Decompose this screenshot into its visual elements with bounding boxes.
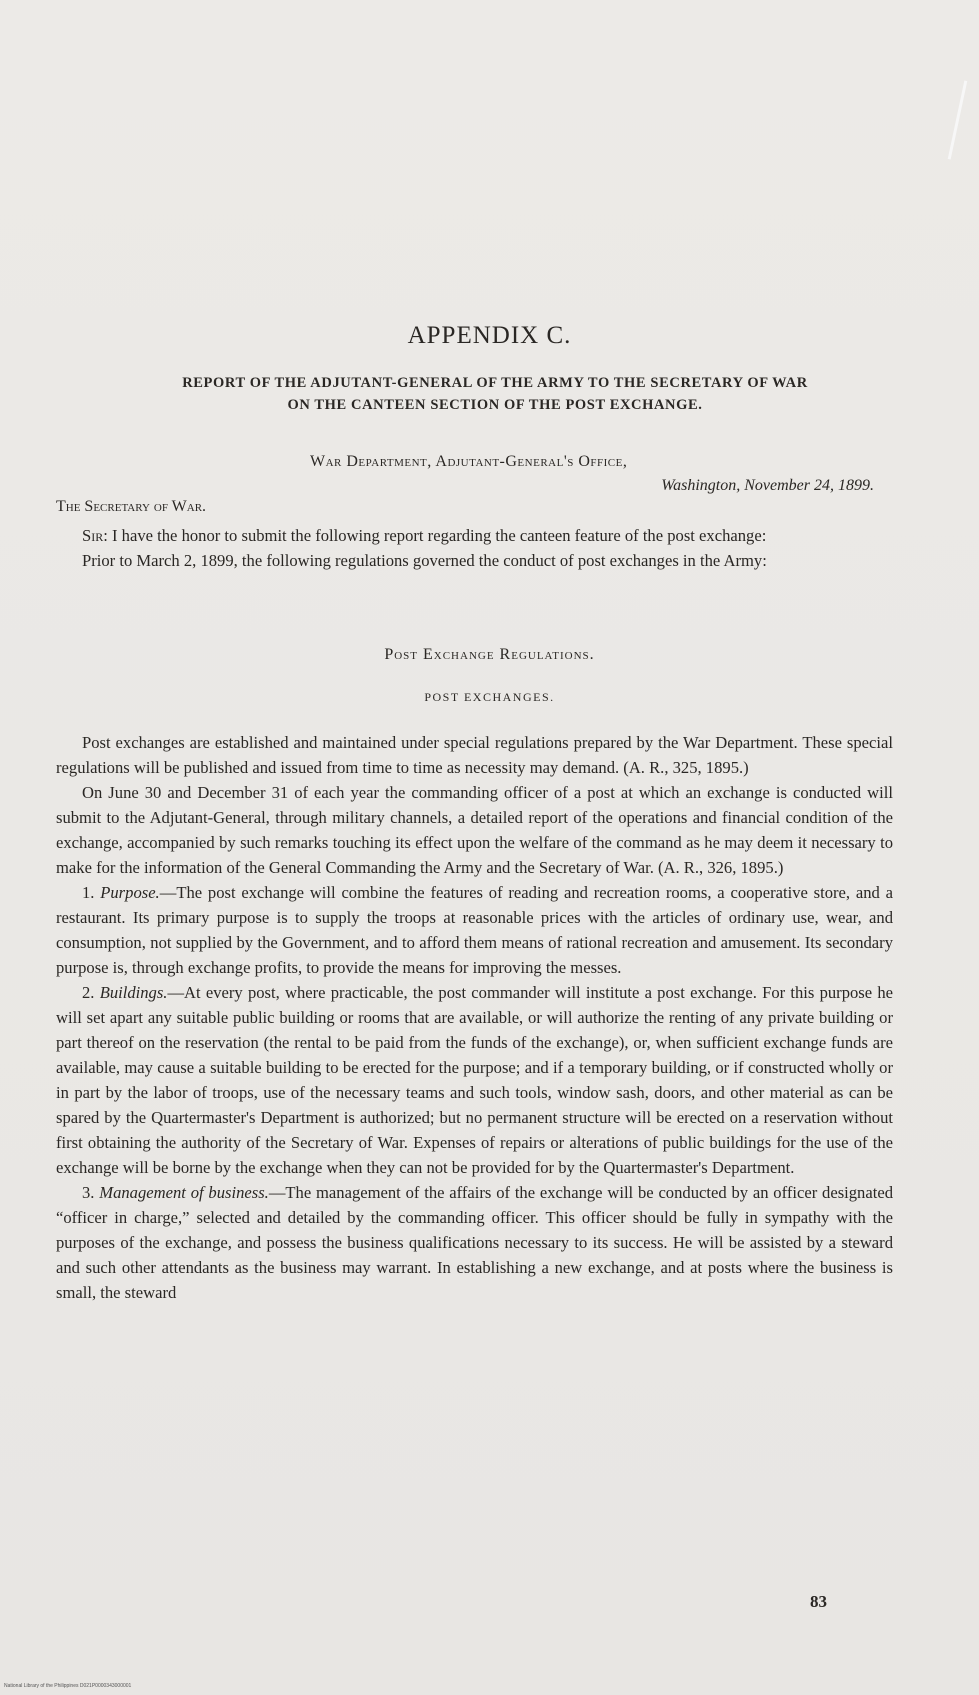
- item-management: [56, 1180, 893, 1305]
- item-buildings-text: —At every post, where practicable, the post commander will institute a post exchange. For this purpose he will set apart any suitable public building or rooms that are available, or will authorize the renting of any private building or part thereof on the reservation (the rental to be paid from the funds of the exchange), or, when sufficient exchange funds are available, may cause a suitable building to be erected for the purpose; and if a temporary building, or if constructed wholly or in part by the labor of troops, use of the necessary teams and such tools, window sash, doors, and other material as can be spared by the Quartermaster's Department is authorized; but no permanent structure will be erected on a reservation without first obtaining the authority of the Secretary of War. Expenses of repairs or alterations of public buildings for the use of the exchange will be borne by the exchange when they can not be provided for by the Quartermaster's Department.: [56, 983, 894, 1177]
- report-title-line2: ON THE CANTEEN SECTION OF THE POST EXCHANGE.: [287, 397, 703, 413]
- item-management-number: 3.: [82, 1183, 100, 1202]
- item-buildings-title: Buildings.: [99, 983, 168, 1002]
- library-stamp: National Library of the Philippines D021P0000343000001: [4, 1683, 132, 1689]
- item-purpose-title: Purpose.: [100, 883, 160, 902]
- item-purpose-text: —The post exchange will combine the features of reading and recreation rooms, a cooperative store, and a restaurant. Its primary purpose is to supply the troops at reasonable prices with the articles of ordinary use, wear, and consumption, not supplied by the Government, and to afford them means of rational recreation and amusement. Its secondary purpose is, through exchange profits, to provide the means for improving the messes.: [56, 883, 893, 977]
- section-heading: Post Exchange Regulations.: [384, 646, 595, 663]
- paragraph-establishment: Post exchanges are established and maintained under special regulations prepared by the War Department. These special regulations will be published and issued from time to time as necessity may demand. (A. R., 325, 1895.): [56, 733, 893, 777]
- salutation: Sir:: [82, 526, 108, 545]
- office-heading: War Department, Adjutant-General's Office,: [310, 453, 628, 470]
- addressee: The Secretary of War.: [56, 498, 207, 515]
- prior-paragraph: Prior to March 2, 1899, the following regulations governed the conduct of post exchanges in the Army:: [82, 551, 767, 570]
- item-purpose: [56, 880, 893, 980]
- item-management-text: —The management of the affairs of the exchange will be conducted by an officer designated “officer in charge,” selected and detailed by the commanding officer. This officer should be fully in sympathy with the purposes of the exchange, and possess the business qualifications necessary to its success. He will be assisted by a steward and such other attendants as the business may warrant. In establishing a new exchange, and at posts where the business is small, the steward: [56, 1183, 893, 1302]
- regulations-block: [56, 730, 893, 1305]
- intro-paragraph: [56, 523, 893, 548]
- item-buildings: [56, 980, 893, 1180]
- item-purpose-number: 1.: [82, 883, 101, 902]
- item-management-title: Management of business.: [99, 1183, 269, 1202]
- minor-heading: POST EXCHANGES.: [424, 690, 555, 704]
- report-title-line1: REPORT OF THE ADJUTANT-GENERAL OF THE ARMY TO THE SECRETARY OF WAR: [182, 375, 808, 391]
- scan-scratch-mark: [948, 81, 968, 160]
- page-number: 83: [810, 1592, 827, 1611]
- appendix-title: APPENDIX C.: [407, 322, 572, 349]
- intro-text: I have the honor to submit the following report regarding the canteen feature of the post exchange:: [112, 526, 767, 545]
- item-buildings-number: 2.: [82, 983, 100, 1002]
- dateline: Washington, November 24, 1899.: [661, 477, 874, 494]
- report-title: [60, 372, 930, 416]
- intro-block: [56, 523, 893, 573]
- paragraph-reports: On June 30 and December 31 of each year the commanding officer of a post at which an exchange is conducted will submit to the Adjutant-General, through military channels, a detailed report of the operations and financial condition of the exchange, accompanied by such remarks touching its effect upon the welfare of the command as he may deem it necessary to make for the information of the General Commanding the Army and the Secretary of War. (A. R., 326, 1895.): [56, 783, 893, 877]
